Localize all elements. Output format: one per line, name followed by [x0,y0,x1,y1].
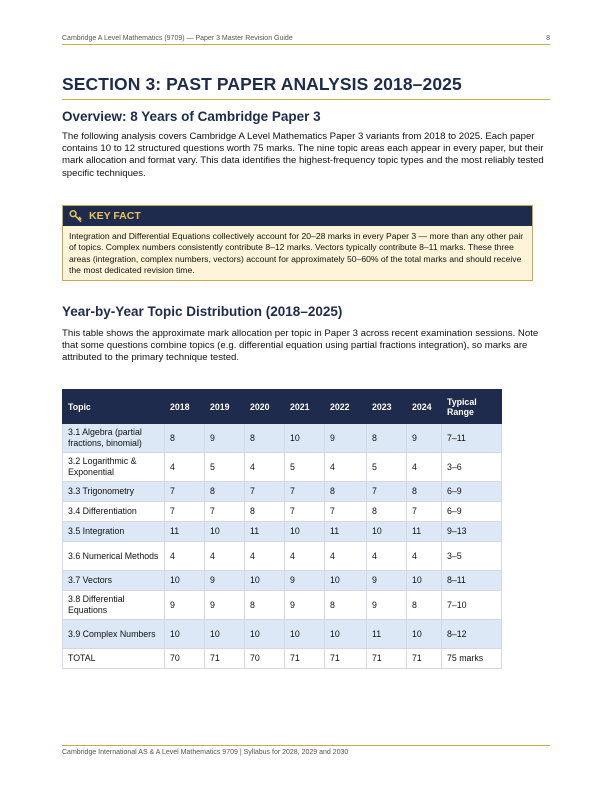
topic-cell: 3.6 Numerical Methods [63,542,165,571]
mark-cell: 9 [165,591,205,620]
mark-cell: 4 [245,542,285,571]
column-header: 2018 [165,390,205,424]
mark-cell: 70 [245,649,285,669]
mark-cell: 11 [367,620,407,649]
range-cell: 9–13 [442,522,502,542]
mark-cell: 71 [205,649,245,669]
key-fact-box [62,205,533,281]
mark-cell: 7 [285,502,325,522]
mark-cell: 10 [285,424,325,453]
range-cell: 7–10 [442,591,502,620]
mark-cell: 8 [245,502,285,522]
mark-cell: 10 [407,571,442,591]
mark-cell: 8 [325,482,367,502]
range-cell: 8–12 [442,620,502,649]
mark-cell: 7 [205,502,245,522]
distribution-heading: Year-by-Year Topic Distribution (2018–2025) [62,304,343,319]
range-cell: 3–5 [442,542,502,571]
mark-cell: 5 [367,453,407,482]
mark-cell: 4 [205,542,245,571]
overview-paragraph: The following analysis covers Cambridge A Level Mathematics Paper 3 variants from 2018 to 2025. Each paper contains 10 to 12 structured questions worth 75 marks. The nine topic areas each appear in every paper, but their mark allocation and format vary. This data identifies the highest-frequency topic types and the most reliably tested specific techniques. [62,131,544,179]
overview-heading: Overview: 8 Years of Cambridge Paper 3 [62,109,321,124]
mark-cell: 8 [367,424,407,453]
mark-cell: 11 [165,522,205,542]
mark-cell: 9 [325,424,367,453]
mark-cell: 11 [407,522,442,542]
mark-cell: 9 [285,571,325,591]
mark-cell: 8 [245,591,285,620]
range-cell: 3–6 [442,453,502,482]
key-icon [69,209,83,223]
column-header: Typical Range [442,390,502,424]
mark-cell: 4 [407,453,442,482]
mark-cell: 8 [165,424,205,453]
mark-cell: 7 [325,502,367,522]
mark-cell: 9 [205,591,245,620]
mark-cell: 10 [165,620,205,649]
mark-cell: 9 [285,591,325,620]
range-cell: 6–9 [442,502,502,522]
mark-cell: 4 [285,542,325,571]
mark-cell: 7 [285,482,325,502]
table-row [63,502,502,522]
column-header: 2024 [407,390,442,424]
mark-cell: 7 [407,502,442,522]
mark-cell: 9 [367,571,407,591]
mark-cell: 10 [367,522,407,542]
mark-cell: 71 [325,649,367,669]
topic-cell: 3.3 Trigonometry [63,482,165,502]
table-row [63,542,502,571]
mark-cell: 9 [407,424,442,453]
mark-cell: 11 [325,522,367,542]
mark-cell: 11 [245,522,285,542]
topic-cell: 3.1 Algebra (partial fractions, binomial) [63,424,165,453]
mark-cell: 71 [285,649,325,669]
mark-cell: 10 [285,522,325,542]
mark-cell: 4 [165,453,205,482]
topic-distribution-table [62,389,502,669]
mark-cell: 5 [285,453,325,482]
column-header: 2022 [325,390,367,424]
mark-cell: 4 [245,453,285,482]
topic-cell: 3.5 Integration [63,522,165,542]
mark-cell: 7 [245,482,285,502]
table-row [63,571,502,591]
section-title: SECTION 3: PAST PAPER ANALYSIS 2018–2025 [62,74,550,100]
mark-cell: 8 [407,591,442,620]
column-header: 2019 [205,390,245,424]
header-title: Cambridge A Level Mathematics (9709) — Paper 3 Master Revision Guide [62,35,293,42]
table-row [63,424,502,453]
mark-cell: 10 [205,620,245,649]
mark-cell: 4 [367,542,407,571]
topic-cell: 3.7 Vectors [63,571,165,591]
topic-cell: 3.8 Differential Equations [63,591,165,620]
mark-cell: 10 [245,620,285,649]
mark-cell: 8 [245,424,285,453]
range-cell: 7–11 [442,424,502,453]
mark-cell: 71 [407,649,442,669]
topic-cell: 3.9 Complex Numbers [63,620,165,649]
mark-cell: 10 [285,620,325,649]
key-fact-body: Integration and Differential Equations collectively account for 20–28 marks in every Paper 3 — more than any other pair of topics. Complex numbers consistently contribute 8–12 marks. Vectors typically contribute 8–11 marks. These three areas (integration, complex numbers, vectors) account for approximately 50–60% of the total marks and should receive the most dedicated revision time. [69,231,524,276]
range-cell: 8–11 [442,571,502,591]
mark-cell: 4 [325,453,367,482]
mark-cell: 9 [205,571,245,591]
mark-cell: 8 [325,591,367,620]
topic-cell: 3.4 Differentiation [63,502,165,522]
mark-cell: 8 [367,502,407,522]
page-header [62,35,550,45]
mark-cell: 10 [325,620,367,649]
key-fact-header [63,206,532,226]
table-row [63,453,502,482]
table-row [63,522,502,542]
key-fact-title: KEY FACT [89,210,141,222]
mark-cell: 10 [165,571,205,591]
column-header: 2023 [367,390,407,424]
topic-cell: 3.2 Logarithmic & Exponential [63,453,165,482]
page-number: 8 [546,35,550,42]
mark-cell: 7 [165,482,205,502]
mark-cell: 10 [205,522,245,542]
mark-cell: 4 [407,542,442,571]
mark-cell: 9 [205,424,245,453]
table-row-total [63,649,502,669]
mark-cell: 10 [245,571,285,591]
mark-cell: 10 [325,571,367,591]
mark-cell: 4 [325,542,367,571]
mark-cell: 5 [205,453,245,482]
column-header: Topic [63,390,165,424]
mark-cell: 10 [407,620,442,649]
mark-cell: 4 [165,542,205,571]
topic-cell: TOTAL [63,649,165,669]
table-row [63,591,502,620]
mark-cell: 9 [367,591,407,620]
table-row [63,620,502,649]
column-header: 2020 [245,390,285,424]
mark-cell: 7 [367,482,407,502]
range-cell: 6–9 [442,482,502,502]
mark-cell: 8 [407,482,442,502]
range-cell: 75 marks [442,649,502,669]
mark-cell: 70 [165,649,205,669]
distribution-intro: This table shows the approximate mark allocation per topic in Paper 3 across recent examination sessions. Note that some questions combine topics (e.g. differential equation using partial fractions integration), so marks are attributed to the primary technique tested. [62,328,539,364]
page-footer: Cambridge International AS & A Level Mathematics 9709 | Syllabus for 2028, 2029 and 2030 [62,745,550,756]
table-row [63,482,502,502]
column-header: 2021 [285,390,325,424]
table-header-row [63,390,502,424]
mark-cell: 8 [205,482,245,502]
mark-cell: 71 [367,649,407,669]
mark-cell: 7 [165,502,205,522]
